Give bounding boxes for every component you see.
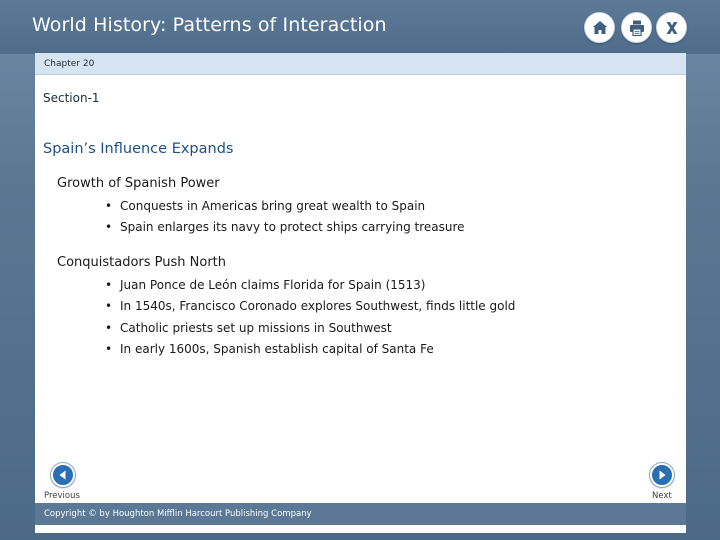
- home-button[interactable]: [584, 12, 615, 43]
- bullet-dot: •: [105, 341, 113, 356]
- chapter-strip: [35, 53, 686, 75]
- bullet-dot: •: [105, 299, 113, 314]
- bullet-dot: •: [105, 199, 113, 213]
- bullet-text: In 1540s, Francisco Coronado explores Southwest, finds little gold: [120, 299, 516, 314]
- list-item: [105, 318, 515, 339]
- section-label: Section-1: [43, 91, 100, 105]
- bullet-list: [105, 196, 465, 239]
- slide-title: Spain’s Influence Expands: [43, 141, 234, 157]
- home-icon: [590, 18, 610, 38]
- bullet-text: Conquests in Americas bring great wealth to Spain: [120, 199, 426, 213]
- bullet-dot: •: [105, 278, 113, 292]
- bullet-text: Spain enlarges its navy to protect ships carrying treasure: [120, 220, 465, 235]
- group-heading: Conquistadors Push North: [57, 255, 227, 270]
- print-icon: [627, 18, 647, 38]
- bullet-dot: •: [105, 320, 113, 335]
- slide-panel: [35, 53, 686, 533]
- bullet-text: Catholic priests set up missions in Southwest: [120, 320, 392, 335]
- bullet-text: Juan Ponce de León claims Florida for Spain (1513): [120, 278, 426, 292]
- list-item: [105, 296, 515, 317]
- list-item: [105, 339, 515, 360]
- bullet-list: [105, 275, 515, 360]
- arrow-left-icon: [57, 469, 69, 481]
- close-button[interactable]: [656, 12, 687, 43]
- bullet-text: In early 1600s, Spanish establish capital of Santa Fe: [120, 341, 434, 356]
- list-item: [105, 196, 465, 217]
- close-icon: [662, 18, 682, 38]
- copyright-text: Copyright © by Houghton Mifflin Harcourt Publishing Company: [44, 509, 312, 519]
- list-item: [105, 217, 465, 238]
- bullet-dot: •: [105, 220, 113, 235]
- previous-button[interactable]: [51, 463, 75, 487]
- next-button[interactable]: [650, 463, 674, 487]
- print-button[interactable]: [621, 12, 652, 43]
- group-heading: Growth of Spanish Power: [57, 176, 220, 191]
- arrow-right-icon: [656, 469, 668, 481]
- top-bar: [0, 0, 720, 54]
- next-label[interactable]: Next: [652, 491, 672, 501]
- footer-strip: [35, 503, 686, 525]
- chapter-label: Chapter 20: [44, 59, 95, 69]
- app-title: World History: Patterns of Interaction: [32, 14, 387, 36]
- list-item: [105, 275, 515, 296]
- previous-label[interactable]: Previous: [44, 491, 80, 501]
